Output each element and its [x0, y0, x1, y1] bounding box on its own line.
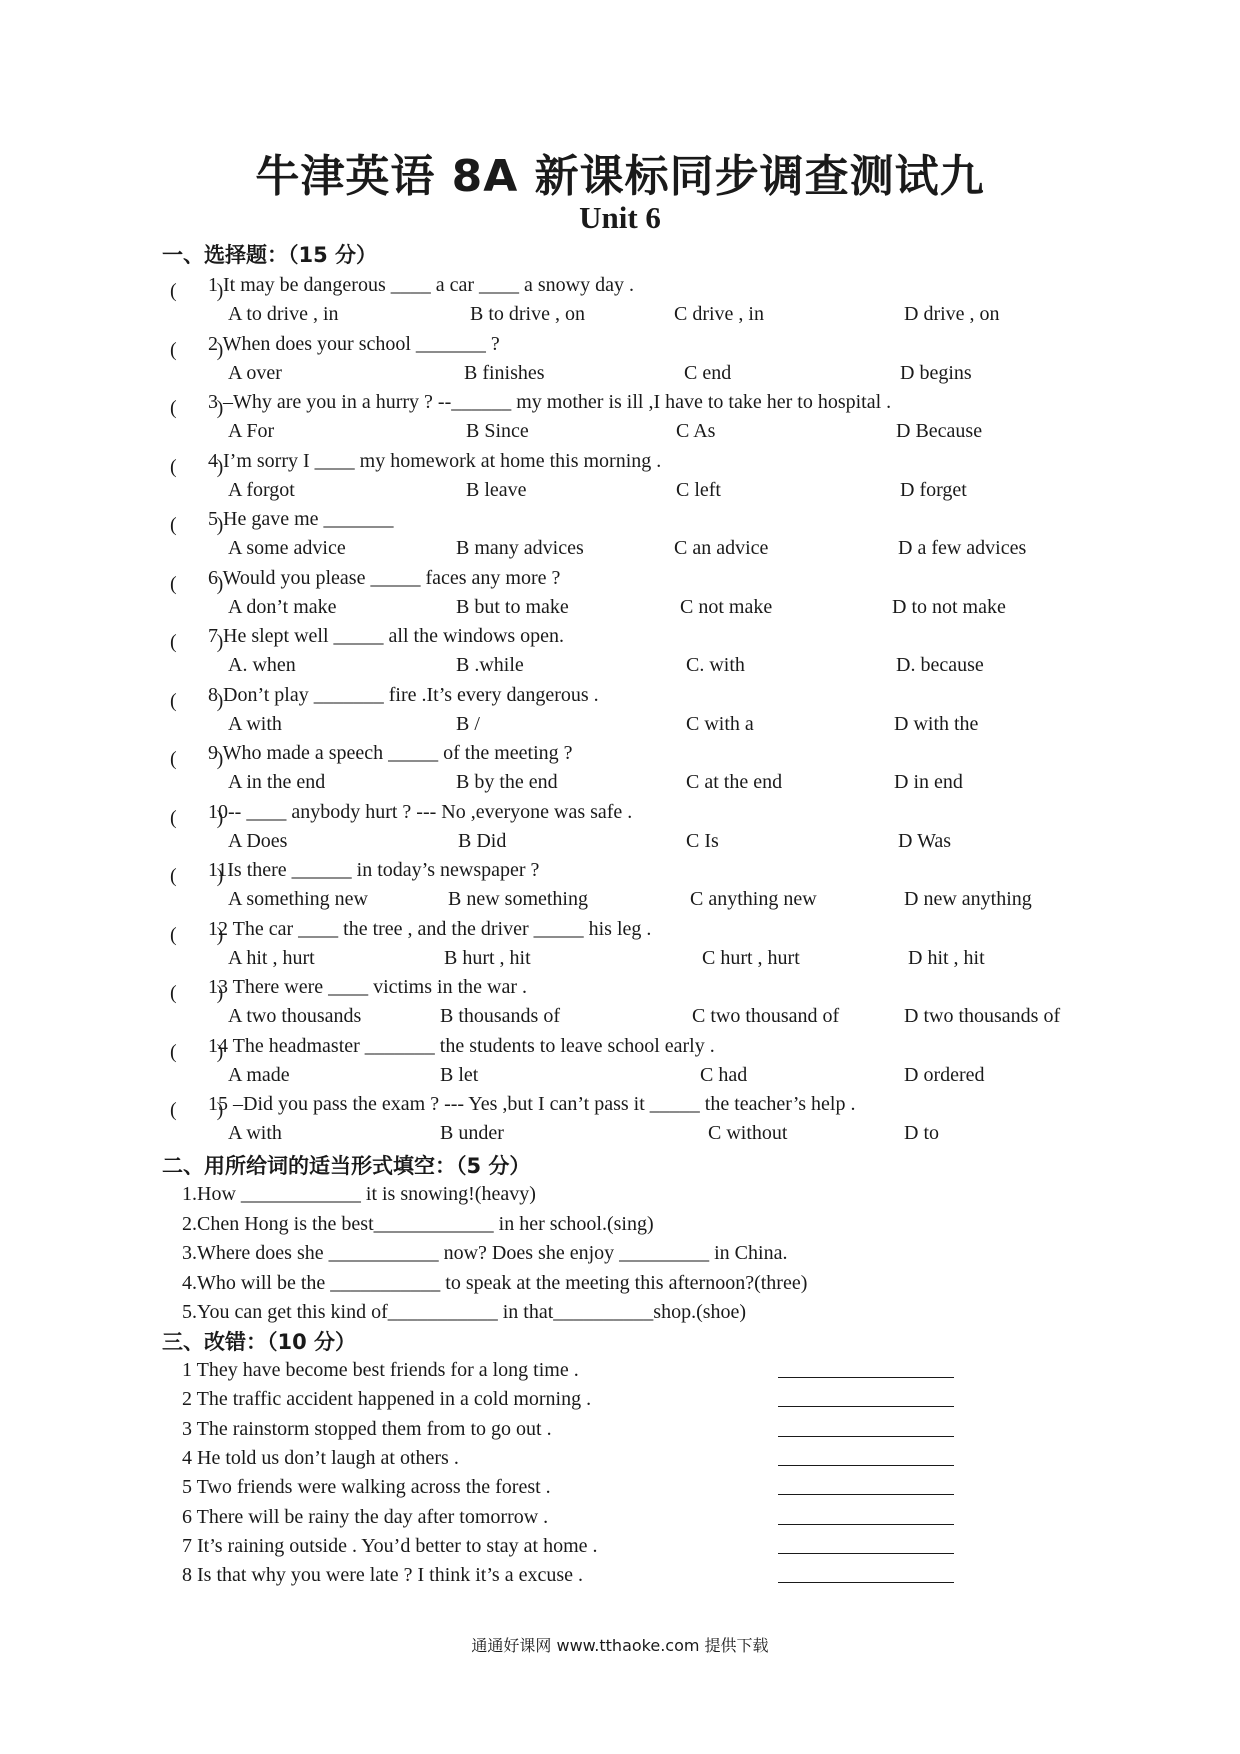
question-13: [0, 976, 1240, 1004]
option-c: C two thousand of: [692, 1005, 840, 1027]
question-4: [0, 450, 1240, 478]
question-stem: 15 –Did you pass the exam ? --- Yes ,but I can’t pass it _____ the teacher’s help .: [208, 1093, 856, 1115]
question-stem: 2 When does your school _______ ?: [208, 332, 500, 355]
answer-blank: ( ): [170, 748, 224, 770]
answer-blank: ( ): [170, 1040, 224, 1063]
answer-line: [778, 1553, 954, 1554]
option-d: D Because: [896, 420, 983, 442]
fill-item-1: 1.How ____________ it is snowing!(heavy): [182, 1183, 536, 1205]
section2-heading: 二、用所给词的适当形式填空：（5 分）: [162, 1154, 531, 1178]
error-sentence: 3 The rainstorm stopped them from to go out .: [182, 1417, 552, 1440]
option-a: A with: [228, 1122, 282, 1144]
question-2: [0, 333, 1240, 361]
question-stem: 6 Would you please _____ faces any more ?: [208, 566, 561, 589]
error-item-5: [182, 1476, 982, 1499]
question-6: [0, 567, 1240, 595]
error-sentence: 5 Two friends were walking across the forest .: [182, 1476, 551, 1499]
answer-blank: ( ): [170, 923, 224, 946]
error-item-7: [182, 1535, 982, 1558]
option-b: B many advices: [456, 537, 584, 559]
question-3: [0, 391, 1240, 419]
question-14: [0, 1035, 1240, 1063]
option-a: A something new: [228, 888, 368, 910]
question-stem: 7 He slept well _____ all the windows open.: [208, 625, 565, 647]
option-c: C As: [676, 420, 716, 442]
option-c: C with a: [686, 712, 754, 735]
fill-item-2: 2.Chen Hong is the best____________ in her school.(sing): [182, 1212, 654, 1235]
option-b: B Since: [466, 420, 529, 442]
option-b: B new something: [448, 888, 588, 910]
answer-blank: ( ): [170, 455, 224, 478]
section1-heading: 一、选择题：（15 分）: [162, 243, 378, 267]
option-a: A don’t make: [228, 595, 337, 618]
option-a: A forgot: [228, 478, 295, 501]
error-item-2: [182, 1388, 982, 1411]
question-stem: 12 The car ____ the tree , and the driver _____ his leg .: [208, 917, 652, 940]
answer-blank: ( ): [170, 280, 224, 302]
option-d: D. because: [896, 654, 984, 676]
question-options: [0, 1122, 1240, 1150]
option-a: A with: [228, 712, 282, 735]
error-item-6: [182, 1506, 982, 1529]
option-c: C not make: [680, 595, 773, 618]
option-c: C left: [676, 478, 721, 501]
question-7: [0, 625, 1240, 653]
option-d: D Was: [898, 829, 952, 852]
page-subtitle: Unit 6: [579, 200, 661, 235]
question-stem: 9 Who made a speech _____ of the meeting ?: [208, 742, 573, 764]
option-c: C Is: [686, 829, 719, 852]
question-stem: 13 There were ____ victims in the war .: [208, 976, 527, 998]
option-c: C drive , in: [674, 303, 764, 325]
option-a: A Does: [228, 829, 288, 852]
option-b: B by the end: [456, 771, 558, 793]
option-b: B but to make: [456, 595, 569, 618]
option-c: C hurt , hurt: [702, 946, 800, 969]
option-d: D a few advices: [898, 537, 1027, 559]
error-sentence: 6 There will be rainy the day after tomorrow .: [182, 1505, 549, 1528]
answer-blank: ( ): [170, 631, 224, 653]
question-stem: 11Is there ______ in today’s newspaper ?: [208, 859, 540, 881]
option-d: D drive , on: [904, 303, 1000, 325]
answer-line: [778, 1494, 954, 1495]
question-stem: 5 He gave me _______: [208, 508, 394, 530]
option-c: C at the end: [686, 771, 783, 793]
option-c: C without: [708, 1122, 788, 1144]
option-d: D in end: [894, 771, 963, 793]
error-item-8: [182, 1564, 982, 1587]
option-c: C end: [684, 361, 732, 384]
option-b: B under: [440, 1122, 504, 1144]
option-d: D two thousands of: [904, 1005, 1061, 1027]
answer-line: [778, 1406, 954, 1407]
question-1: [0, 274, 1240, 302]
option-a: A. when: [228, 654, 296, 676]
option-d: D forget: [900, 478, 967, 501]
question-11: [0, 859, 1240, 887]
question-stem: 3 –Why are you in a hurry ? --______ my mother is ill ,I have to take her to hospital .: [208, 391, 892, 413]
option-a: A some advice: [228, 537, 346, 559]
option-b: B /: [456, 712, 480, 735]
error-sentence: 4 He told us don’t laugh at others .: [182, 1446, 459, 1469]
question-5: [0, 508, 1240, 536]
option-b: B let: [440, 1063, 479, 1086]
error-item-1: [182, 1359, 982, 1382]
error-item-3: [182, 1418, 982, 1441]
answer-blank: ( ): [170, 689, 224, 712]
error-sentence: 7 It’s raining outside . You’d better to stay at home .: [182, 1534, 598, 1557]
question-options: [0, 420, 1240, 448]
option-d: D to not make: [892, 595, 1006, 618]
question-9: [0, 742, 1240, 770]
question-stem: 10-- ____ anybody hurt ? --- No ,everyone was safe .: [208, 800, 633, 823]
option-b: B .while: [456, 654, 524, 676]
question-options: [0, 1064, 1240, 1092]
question-8: [0, 684, 1240, 712]
answer-line: [778, 1377, 954, 1378]
section3-heading: 三、改错：（10 分）: [162, 1330, 357, 1354]
question-options: [0, 362, 1240, 390]
error-sentence: 1 They have become best friends for a long time .: [182, 1359, 579, 1381]
question-options: [0, 303, 1240, 331]
option-d: D begins: [900, 361, 972, 384]
answer-blank: ( ): [170, 572, 224, 595]
question-options: [0, 888, 1240, 916]
question-options: [0, 596, 1240, 624]
option-c: C. with: [686, 654, 745, 676]
option-a: A For: [228, 420, 275, 442]
fill-item-5: 5.You can get this kind of___________ in that__________shop.(shoe): [182, 1301, 747, 1323]
question-stem: 8 Don’t play _______ fire .It’s every dangerous .: [208, 683, 599, 706]
option-a: A in the end: [228, 771, 326, 793]
question-options: [0, 830, 1240, 858]
footer-text: 通通好课网 www.tthaoke.com 提供下载: [471, 1636, 769, 1655]
question-15: [0, 1093, 1240, 1121]
answer-line: [778, 1436, 954, 1437]
answer-blank: ( ): [170, 982, 224, 1004]
option-a: A two thousands: [228, 1005, 362, 1027]
option-d: D new anything: [904, 888, 1032, 910]
option-b: B to drive , on: [470, 303, 585, 325]
error-item-4: [182, 1447, 982, 1470]
option-a: A to drive , in: [228, 303, 339, 325]
question-10: [0, 801, 1240, 829]
option-a: A hit , hurt: [228, 946, 315, 969]
option-c: C had: [700, 1063, 748, 1086]
question-stem: 4 I’m sorry I ____ my homework at home this morning .: [208, 449, 662, 472]
question-options: [0, 479, 1240, 507]
question-options: [0, 1005, 1240, 1033]
question-stem: 1 It may be dangerous ____ a car ____ a snowy day .: [208, 274, 634, 296]
page-title: 牛津英语 8A 新课标同步调查测试九: [255, 151, 985, 202]
option-b: B leave: [466, 478, 527, 501]
option-a: A made: [228, 1063, 290, 1086]
option-c: C anything new: [690, 888, 817, 910]
option-b: B hurt , hit: [444, 946, 531, 969]
option-c: C an advice: [674, 537, 769, 559]
question-options: [0, 771, 1240, 799]
answer-blank: ( ): [170, 806, 224, 829]
option-a: A over: [228, 361, 282, 384]
error-sentence: 8 Is that why you were late ? I think it’s a excuse .: [182, 1564, 583, 1587]
question-options: [0, 713, 1240, 741]
question-stem: 14 The headmaster _______ the students to leave school early .: [208, 1034, 715, 1057]
fill-item-3: 3.Where does she ___________ now? Does she enjoy _________ in China.: [182, 1242, 788, 1264]
question-options: [0, 947, 1240, 975]
question-options: [0, 654, 1240, 682]
answer-blank: ( ): [170, 514, 224, 536]
question-options: [0, 537, 1240, 565]
answer-line: [778, 1524, 954, 1525]
answer-blank: ( ): [170, 1099, 224, 1121]
answer-blank: ( ): [170, 397, 224, 419]
answer-line: [778, 1582, 954, 1583]
answer-line: [778, 1465, 954, 1466]
option-b: B Did: [458, 829, 507, 852]
fill-item-4: 4.Who will be the ___________ to speak at the meeting this afternoon?(three): [182, 1271, 808, 1294]
question-12: [0, 918, 1240, 946]
answer-blank: ( ): [170, 865, 224, 887]
option-b: B thousands of: [440, 1005, 560, 1027]
option-d: D with the: [894, 712, 979, 735]
option-d: D hit , hit: [908, 946, 985, 969]
option-d: D to: [904, 1122, 939, 1144]
option-d: D ordered: [904, 1063, 985, 1086]
error-sentence: 2 The traffic accident happened in a cold morning .: [182, 1388, 592, 1411]
option-b: B finishes: [464, 361, 545, 384]
answer-blank: ( ): [170, 338, 224, 361]
